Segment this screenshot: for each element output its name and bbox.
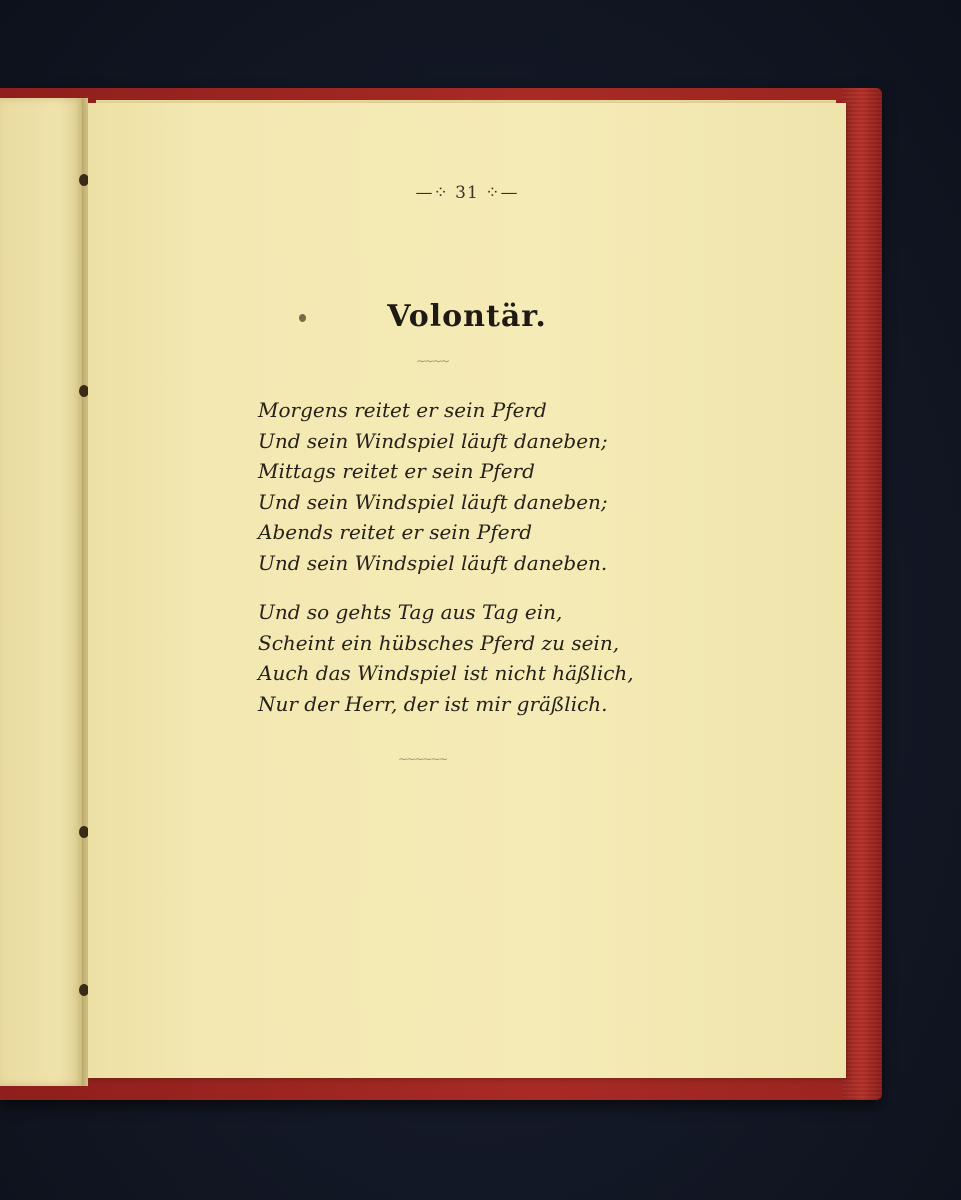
poem-title: Volontär. bbox=[387, 299, 547, 334]
poem-line: Nur der Herr, der ist mir gräßlich. bbox=[258, 691, 608, 716]
title-ornament: ∼∼∼∼ bbox=[416, 354, 449, 368]
book-cover-edge bbox=[842, 88, 882, 1100]
right-page bbox=[88, 103, 846, 1078]
stanza-2 bbox=[258, 597, 634, 719]
stanza-1 bbox=[258, 395, 608, 578]
page-number: —⁘ 31 ⁘— bbox=[415, 183, 519, 203]
poem-line: Und so gehts Tag aus Tag ein, bbox=[258, 600, 563, 624]
poem-line: Und sein Windspiel läuft daneben. bbox=[258, 550, 608, 575]
poem-line: Und sein Windspiel läuft daneben; bbox=[258, 428, 608, 453]
poem-line: Mittags reitet er sein Pferd bbox=[258, 459, 535, 483]
poem-line: Und sein Windspiel läuft daneben; bbox=[258, 489, 608, 514]
poem-line: Morgens reitet er sein Pferd bbox=[258, 398, 547, 422]
end-ornament: ∼∼∼∼∼∼ bbox=[398, 752, 447, 766]
poem-line: Scheint ein hübsches Pferd zu sein, bbox=[258, 630, 620, 655]
poem-line: Abends reitet er sein Pferd bbox=[258, 520, 532, 544]
poem-line: Auch das Windspiel ist nicht häßlich, bbox=[258, 661, 634, 685]
left-page bbox=[0, 98, 84, 1086]
